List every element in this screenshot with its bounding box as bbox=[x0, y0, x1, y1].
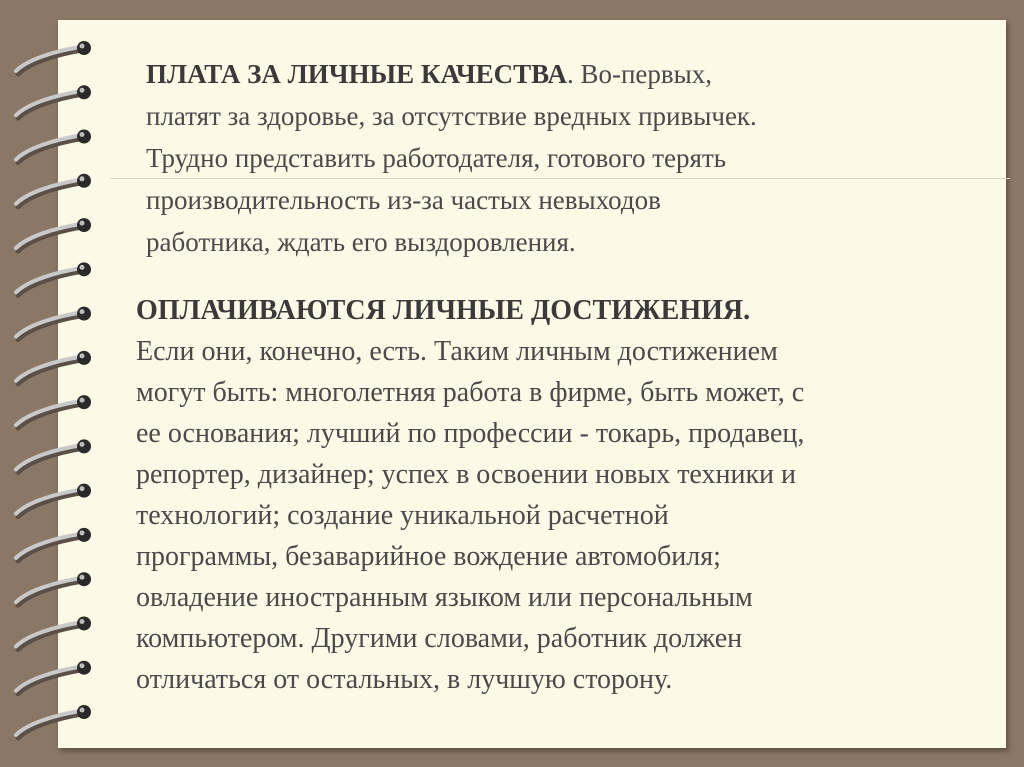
binding-ring bbox=[16, 572, 91, 605]
paragraph-1-body: . Во-первых, платят за здоровье, за отсутствие вредных привычек. Трудно представить работодателя, готового терять производительность из-за частых невыходов работника, ждать его выздоровления. bbox=[146, 59, 757, 257]
binding-ring bbox=[16, 41, 91, 74]
binding-ring bbox=[16, 218, 91, 251]
paragraph-2-heading: ОПЛАЧИВАЮТСЯ ЛИЧНЫЕ ДОСТИЖЕНИЯ. bbox=[136, 295, 751, 326]
binding-ring bbox=[16, 616, 91, 649]
binding-ring bbox=[16, 395, 91, 428]
binding-ring bbox=[16, 307, 91, 340]
binding-ring bbox=[16, 439, 91, 472]
binding-ring bbox=[16, 85, 91, 118]
binding-ring bbox=[16, 130, 91, 163]
binding-ring bbox=[16, 174, 91, 207]
binding-ring bbox=[16, 484, 91, 517]
binding-ring bbox=[16, 262, 91, 295]
binding-ring bbox=[16, 528, 91, 561]
binding-ring bbox=[16, 705, 91, 738]
paragraph-1-heading: ПЛАТА ЗА ЛИЧНЫЕ КАЧЕСТВА bbox=[146, 59, 567, 89]
spiral-binding bbox=[0, 0, 110, 767]
paragraph-2-body: Если они, конечно, есть. Таким личным достижением могут быть: многолетняя работа в фирме, быть может, с ее основания; лучший по профессии - токарь, продавец, репортер, дизайнер; успех в освоении новых техники и технологий; создание уникальной расчетной программы, безаварийное вождение автомобиля; овладение иностранным языком или персональным компьютером. Другими словами, работник должен отличаться от остальных, в лучшую сторону. bbox=[136, 336, 805, 695]
paragraph-personal-qualities bbox=[146, 53, 946, 263]
paragraph-personal-achievements bbox=[136, 290, 976, 700]
binding-ring bbox=[16, 351, 91, 384]
binding-ring bbox=[16, 661, 91, 694]
